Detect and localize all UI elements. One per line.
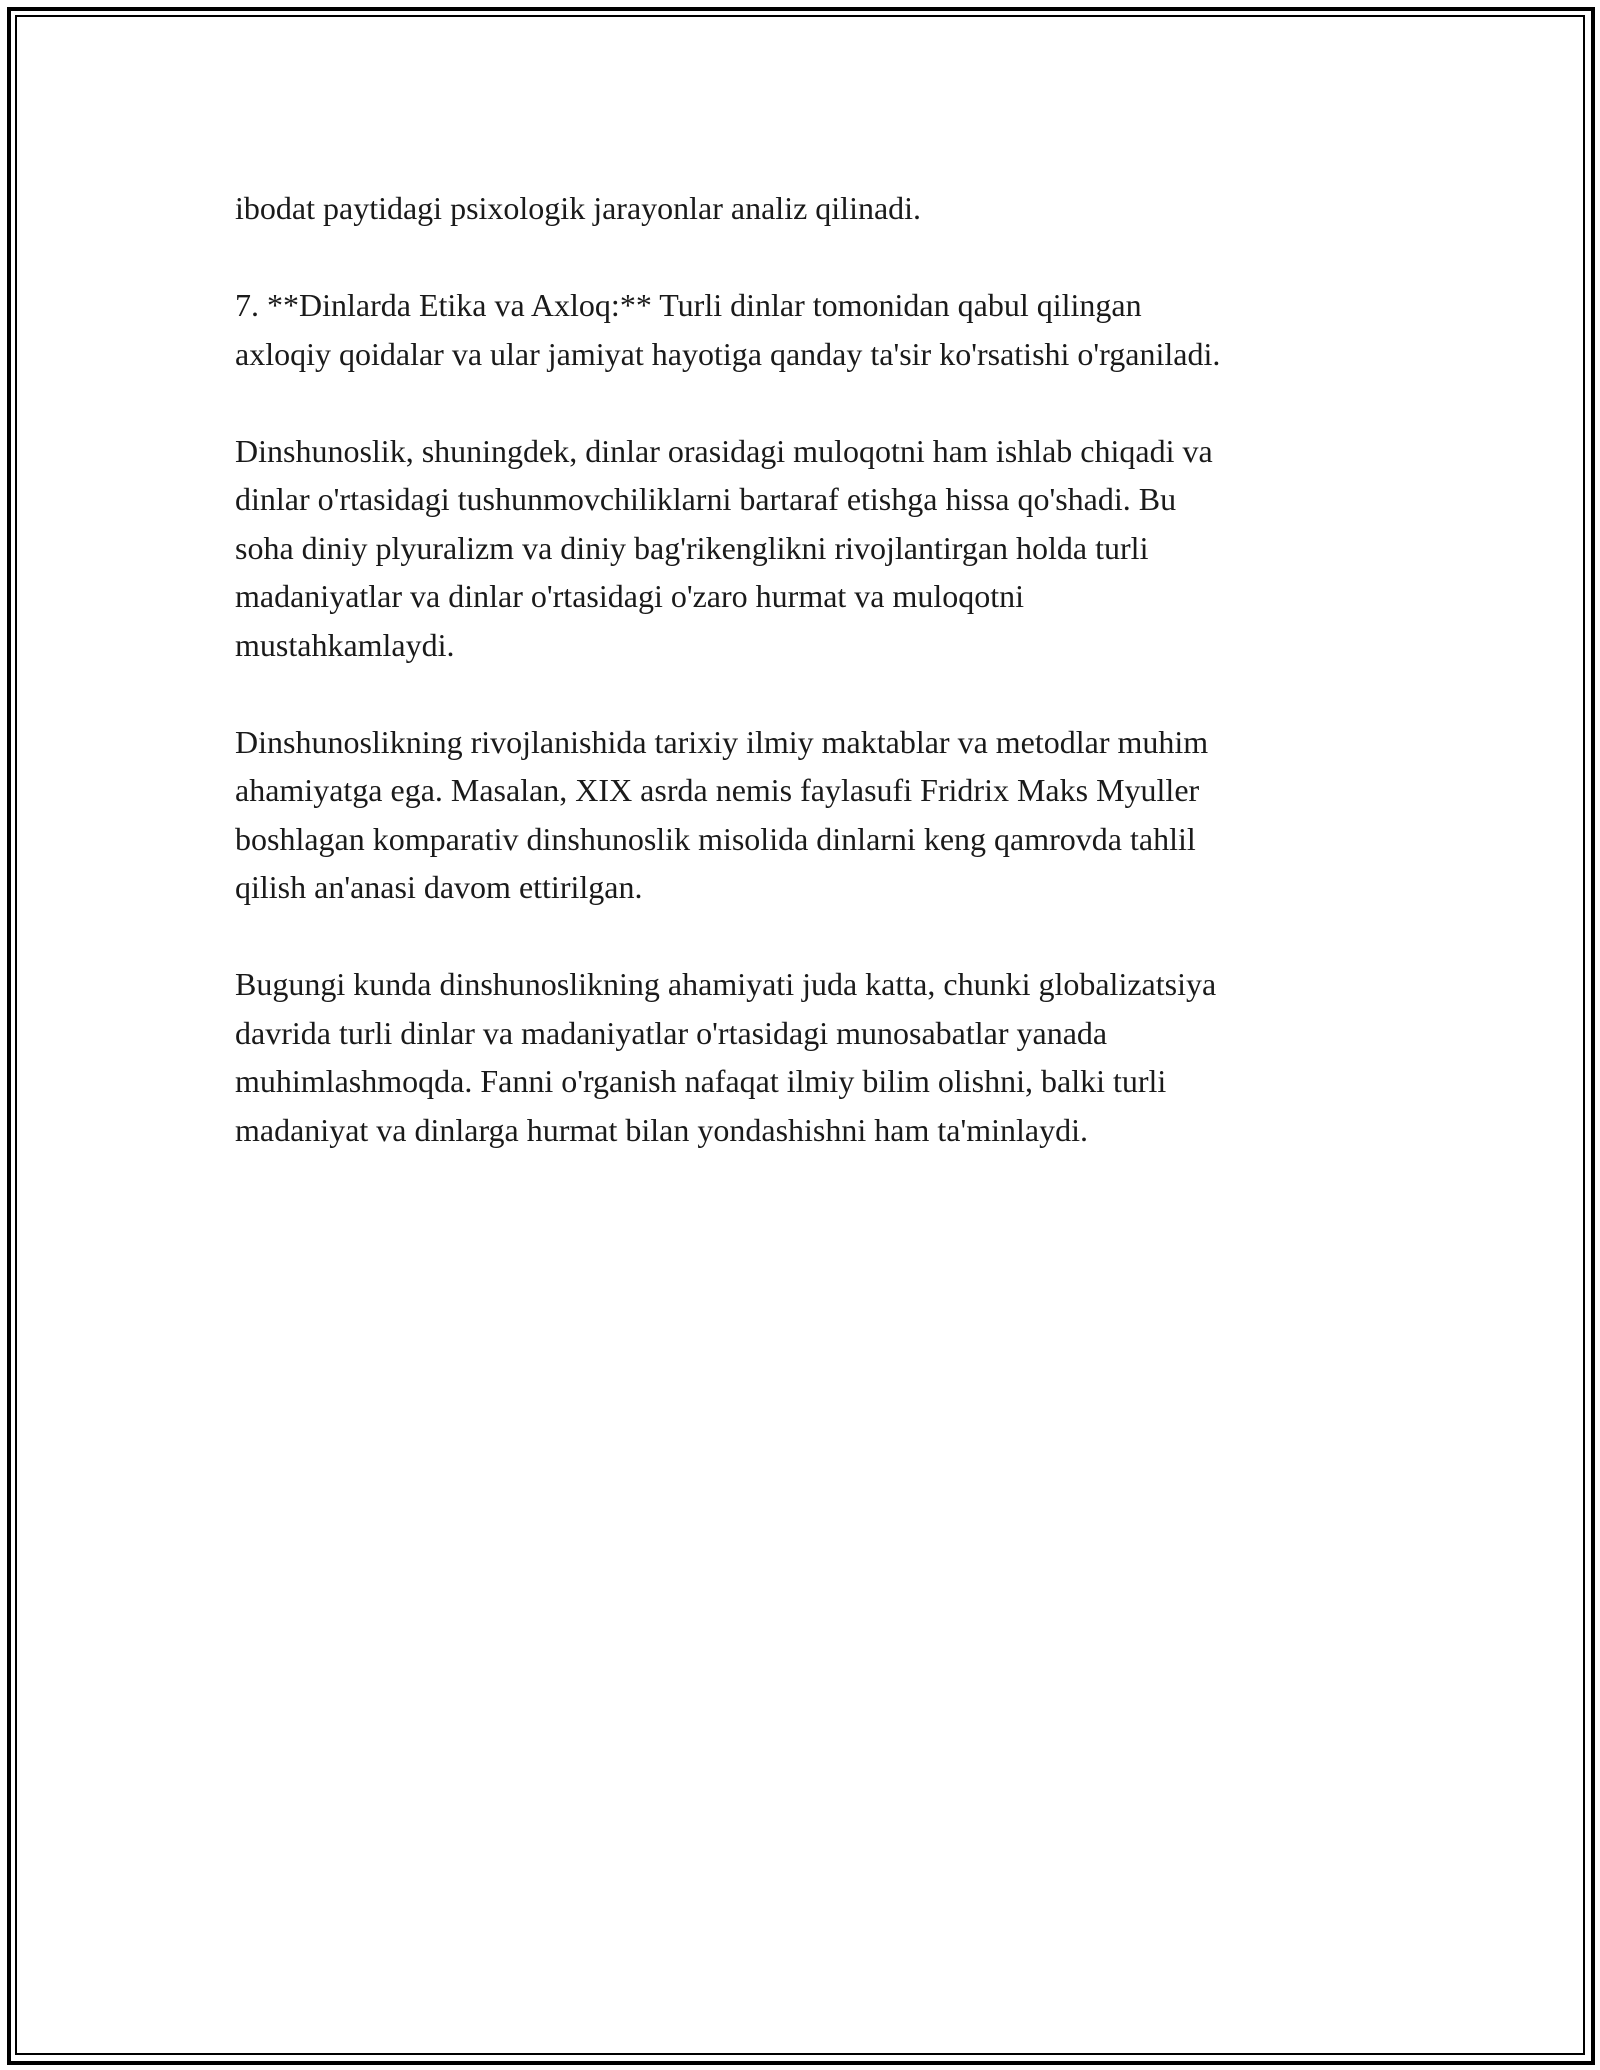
text-line: soha diniy plyuralizm va diniy bag'rikenglikni rivojlantirgan holda turli bbox=[235, 529, 1149, 566]
text-line: axloqiy qoidalar va ular jamiyat hayotiga qanday ta'sir ko'rsatishi o'rganiladi. bbox=[235, 335, 1221, 372]
text-line: 7. **Dinlarda Etika va Axloq:** Turli dinlar tomonidan qabul qilingan bbox=[235, 287, 1142, 323]
paragraph-modern-importance bbox=[235, 960, 1375, 1154]
text-line: ahamiyatga ega. Masalan, XIX asrda nemis faylasufi Fridrix Maks Myuller bbox=[235, 772, 1200, 808]
document-body bbox=[235, 184, 1375, 1203]
paragraph-ibodat-continuation bbox=[235, 184, 1375, 233]
paragraph-historical-schools bbox=[235, 718, 1375, 912]
text-line: davrida turli dinlar va madaniyatlar o'rtasidagi munosabatlar yanada bbox=[235, 1014, 1108, 1051]
text-line: madaniyat va dinlarga hurmat bilan yondashishni ham ta'minlaydi. bbox=[235, 1111, 1088, 1148]
text-line: Bugungi kunda dinshunoslikning ahamiyati juda katta, chunki globalizatsiya bbox=[235, 966, 1217, 1002]
paragraph-item-7-ethics bbox=[235, 281, 1375, 378]
text-line: qilish an'anasi davom ettirilgan. bbox=[235, 869, 643, 905]
text-line: ibodat paytidagi psixologik jarayonlar analiz qilinadi. bbox=[235, 190, 922, 226]
text-line: dinlar o'rtasidagi tushunmovchiliklarni bartaraf etishga hissa qo'shadi. Bu bbox=[235, 481, 1177, 517]
text-line: muhimlashmoqda. Fanni o'rganish nafaqat ilmiy bilim olishni, balki turli bbox=[235, 1063, 1167, 1099]
text-line: mustahkamlaydi. bbox=[235, 626, 455, 663]
text-line: madaniyatlar va dinlar o'rtasidagi o'zaro hurmat va muloqotni bbox=[235, 578, 1025, 614]
text-line: Dinshunoslik, shuningdek, dinlar orasidagi muloqotni ham ishlab chiqadi va bbox=[235, 432, 1213, 469]
text-line: boshlagan komparativ dinshunoslik misolida dinlarni keng qamrovda tahlil bbox=[235, 820, 1196, 857]
text-line: Dinshunoslikning rivojlanishida tarixiy ilmiy maktablar va metodlar muhim bbox=[235, 723, 1209, 760]
paragraph-interfaith-dialogue bbox=[235, 427, 1375, 670]
